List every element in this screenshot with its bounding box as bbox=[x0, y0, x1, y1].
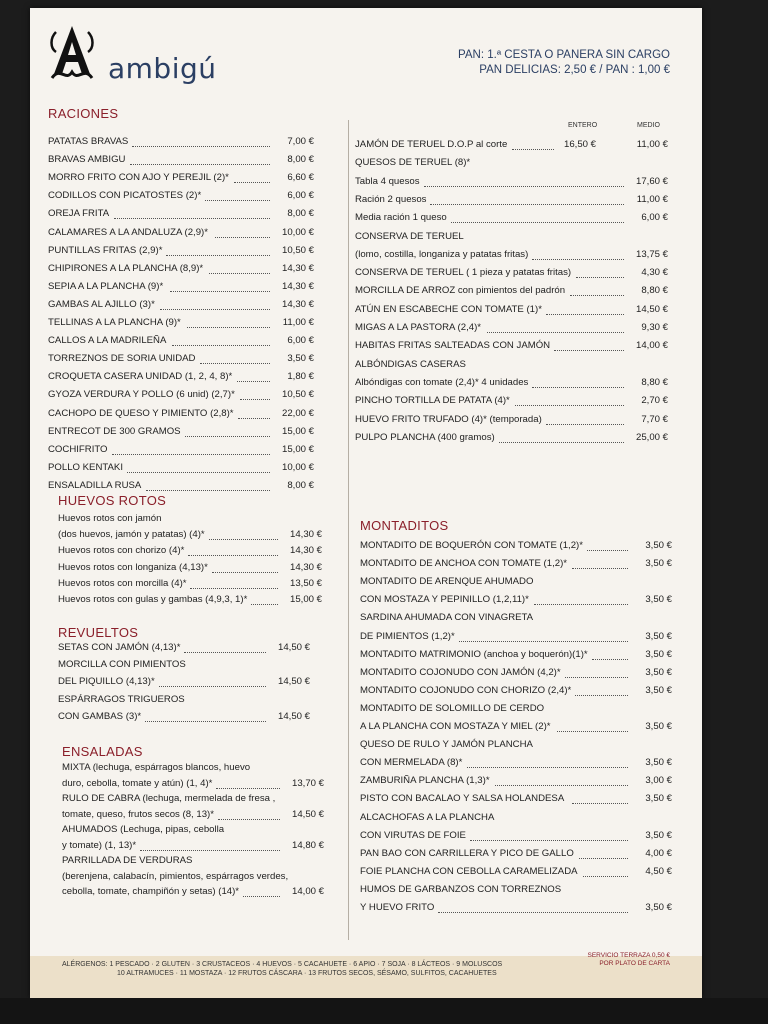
right-item-name: MORCILLA DE ARROZ con pimientos del padrón bbox=[355, 285, 566, 297]
raciones-dots bbox=[166, 254, 270, 256]
huevos-item-price: 15,00 € bbox=[289, 594, 322, 605]
huevos-dots bbox=[190, 587, 278, 589]
montaditos-item-pre: HUMOS DE GARBANZOS CON TORREZNOS bbox=[360, 883, 562, 895]
revueltos-item-price: 14,50 € bbox=[277, 710, 310, 722]
right-item-name: HUEVO FRITO TRUFADO (4)* (temporada) bbox=[355, 413, 542, 425]
montaditos-item-name: FOIE PLANCHA CON CEBOLLA CARAMELIZADA bbox=[360, 865, 578, 877]
montaditos-dots bbox=[470, 839, 628, 841]
montaditos-item-name: Y HUEVO FRITO bbox=[360, 902, 435, 913]
huevos-dots bbox=[209, 538, 278, 540]
raciones-dots bbox=[114, 217, 270, 219]
raciones-item-price: 15,00 € bbox=[281, 443, 314, 455]
raciones-dots bbox=[205, 199, 270, 201]
montaditos-item-name: MONTADITO COJONUDO CON CHORIZO (2,4)* bbox=[360, 684, 572, 696]
huevos-item-name: (dos huevos, jamón y patatas) (4)* bbox=[58, 529, 205, 541]
right-dots bbox=[512, 148, 554, 150]
huevos-item-price: 14,30 € bbox=[289, 561, 322, 573]
raciones-dots bbox=[127, 471, 270, 473]
raciones-item-price: 22,00 € bbox=[281, 407, 314, 419]
montaditos-item-name: PISTO CON BACALAO Y SALSA HOLANDESA bbox=[360, 793, 565, 805]
table-surface bbox=[0, 998, 768, 1024]
right-item-price: 11,00 € bbox=[636, 139, 668, 150]
revueltos-title: REVUELTOS bbox=[58, 625, 139, 640]
montaditos-item-name: CON MERMELADA (8)* bbox=[360, 757, 463, 769]
right-item-price: 4,30 € bbox=[641, 267, 668, 279]
ensaladas-item-pre: (berenjena, calabacín, pimientos, espárragos verdes, bbox=[62, 870, 289, 882]
raciones-item-price: 7,00 € bbox=[287, 136, 314, 147]
right-item-name: CONSERVA DE TERUEL bbox=[355, 230, 464, 242]
montaditos-item-price: 3,50 € bbox=[645, 793, 672, 805]
montaditos-title: MONTADITOS bbox=[360, 518, 449, 533]
right-item-name: Tabla 4 quesos bbox=[355, 175, 420, 187]
right-dots bbox=[487, 331, 624, 333]
montaditos-item-price: 3,50 € bbox=[645, 540, 672, 551]
right-item-price: 6,00 € bbox=[641, 212, 668, 224]
raciones-item-price: 11,00 € bbox=[282, 317, 314, 328]
montaditos-item-price: 3,00 € bbox=[645, 775, 672, 787]
montaditos-item-pre: QUESO DE RULO Y JAMÓN PLANCHA bbox=[360, 739, 533, 751]
montaditos-item-pre: MONTADITO DE ARENQUE AHUMADO bbox=[360, 576, 534, 588]
raciones-item-name: MORRO FRITO CON AJO Y PEREJIL (2)* bbox=[48, 172, 229, 184]
montaditos-dots bbox=[587, 549, 628, 551]
ensaladas-dots bbox=[216, 787, 280, 789]
right-item-name: HABITAS FRITAS SALTEADAS CON JAMÓN bbox=[355, 340, 551, 352]
raciones-dots bbox=[112, 453, 270, 455]
montaditos-item-price: 3,50 € bbox=[645, 829, 672, 841]
raciones-item-name: COCHIFRITO bbox=[48, 443, 108, 455]
montaditos-dots bbox=[583, 875, 628, 877]
raciones-item-name: TELLINAS A LA PLANCHA (9)* bbox=[48, 317, 181, 328]
raciones-item-price: 6,00 € bbox=[287, 190, 314, 202]
raciones-title: RACIONES bbox=[48, 106, 119, 121]
montaditos-item-name: DE PIMIENTOS (1,2)* bbox=[360, 630, 455, 642]
ensaladas-item-price: 14,00 € bbox=[291, 886, 324, 897]
allergen-line-2: 10 ALTRAMUCES · 11 MOSTAZA · 12 FRUTOS CÁSCARA · 13 FRUTOS SECOS, SÉSAMO, SULFITOS, CACAHUETES bbox=[117, 970, 497, 977]
montaditos-item-price: 4,50 € bbox=[645, 865, 672, 877]
bread-line-2: PAN DELICIAS: 2,50 € / PAN : 1,00 € bbox=[479, 64, 670, 76]
raciones-dots bbox=[209, 272, 270, 274]
right-item-price: 7,70 € bbox=[641, 413, 668, 425]
ensaladas-dots bbox=[140, 849, 280, 851]
raciones-dots bbox=[146, 489, 270, 491]
right-item-price: 25,00 € bbox=[635, 431, 668, 443]
right-item-name: JAMÓN DE TERUEL D.O.P al corte bbox=[355, 139, 508, 150]
revueltos-dots bbox=[159, 685, 266, 687]
right-dots bbox=[424, 185, 624, 187]
ensaladas-item-name: cebolla, tomate, champiñón y setas) (14)* bbox=[62, 886, 240, 897]
ensaladas-dots bbox=[218, 818, 280, 820]
ensaladas-dots bbox=[243, 895, 280, 897]
raciones-item-name: SEPIA A LA PLANCHA (9)* bbox=[48, 280, 164, 292]
right-item-price: 9,30 € bbox=[641, 322, 668, 333]
huevos-item-price: 13,50 € bbox=[289, 577, 322, 589]
raciones-dots bbox=[160, 308, 270, 310]
montaditos-item-pre: MONTADITO DE SOLOMILLO DE CERDO bbox=[360, 702, 545, 714]
service-line-1: SERVICIO TERRAZA 0,50 € bbox=[587, 952, 670, 959]
montaditos-item-price: 3,50 € bbox=[645, 721, 672, 732]
right-item-name: (lomo, costilla, longaniza y patatas fritas) bbox=[355, 248, 529, 260]
montaditos-item-pre: SARDINA AHUMADA CON VINAGRETA bbox=[360, 612, 534, 624]
right-item-name: MIGAS A LA PASTORA (2,4)* bbox=[355, 322, 482, 333]
raciones-item-price: 8,00 € bbox=[287, 154, 314, 166]
right-dots bbox=[451, 221, 624, 223]
raciones-item-price: 8,00 € bbox=[287, 208, 314, 220]
raciones-dots bbox=[237, 380, 270, 382]
raciones-item-price: 10,50 € bbox=[281, 244, 314, 256]
right-dots bbox=[554, 349, 624, 351]
montaditos-item-price: 3,50 € bbox=[645, 648, 672, 660]
column-divider bbox=[348, 120, 349, 940]
raciones-item-name: TORREZNOS DE SORIA UNIDAD bbox=[48, 353, 196, 365]
huevos-item-name: Huevos rotos con longaniza (4,13)* bbox=[58, 561, 208, 573]
raciones-item-name: GYOZA VERDURA Y POLLO (6 unid) (2,7)* bbox=[48, 389, 235, 401]
raciones-item-name: OREJA FRITA bbox=[48, 208, 110, 220]
allergen-line-1: ALÉRGENOS: 1 PESCADO · 2 GLUTEN · 3 CRUSTACEOS · 4 HUEVOS · 5 CACAHUETE · 6 APIO · 7 SOJA · 8 LÁCTEOS · 9 MOLUSCOS bbox=[62, 961, 503, 968]
right-item-name: ALBÓNDIGAS CASERAS bbox=[355, 358, 466, 370]
right-dots bbox=[515, 404, 624, 406]
ensaladas-item-price: 13,70 € bbox=[291, 777, 324, 789]
right-item-name: Ración 2 quesos bbox=[355, 193, 427, 205]
montaditos-item-price: 4,00 € bbox=[645, 847, 672, 859]
raciones-item-price: 14,30 € bbox=[281, 298, 314, 310]
header-entero: ENTERO bbox=[568, 122, 598, 129]
raciones-item-price: 10,50 € bbox=[281, 389, 314, 401]
raciones-item-name: BRAVAS AMBIGU bbox=[48, 154, 126, 166]
ambigu-logo-icon bbox=[46, 22, 98, 82]
raciones-item-name: POLLO KENTAKI bbox=[48, 461, 123, 473]
montaditos-dots bbox=[557, 730, 628, 732]
raciones-item-name: CACHOPO DE QUESO Y PIMIENTO (2,8)* bbox=[48, 407, 234, 419]
raciones-item-name: PATATAS BRAVAS bbox=[48, 136, 129, 147]
raciones-item-price: 1,80 € bbox=[287, 371, 314, 383]
right-dots bbox=[546, 423, 624, 425]
raciones-dots bbox=[238, 417, 270, 419]
huevos-item-name: Huevos rotos con morcilla (4)* bbox=[58, 577, 187, 589]
montaditos-item-price: 3,50 € bbox=[645, 558, 672, 570]
montaditos-item-name: ZAMBURIÑA PLANCHA (1,3)* bbox=[360, 775, 490, 787]
ensaladas-item-name: y tomate) (1, 13)* bbox=[62, 839, 137, 851]
montaditos-item-price: 3,50 € bbox=[645, 594, 672, 606]
raciones-item-price: 8,00 € bbox=[287, 479, 314, 491]
ensaladas-item-name: tomate, queso, frutos secos (8, 13)* bbox=[62, 808, 214, 820]
huevos-title: HUEVOS ROTOS bbox=[58, 493, 167, 508]
revueltos-item-pre: MORCILLA CON PIMIENTOS bbox=[58, 659, 186, 671]
montaditos-dots bbox=[575, 694, 628, 696]
right-item-price: 17,60 € bbox=[635, 175, 668, 187]
huevos-dots bbox=[251, 603, 278, 605]
montaditos-dots bbox=[592, 658, 628, 660]
raciones-dots bbox=[234, 181, 270, 183]
header-medio: MEDIO bbox=[637, 122, 660, 129]
montaditos-item-price: 3,50 € bbox=[645, 902, 672, 913]
bread-line-1: PAN: 1.ª CESTA O PANERA SIN CARGO bbox=[458, 49, 670, 61]
huevos-item-pre: Huevos rotos con jamón bbox=[58, 513, 162, 524]
raciones-dots bbox=[132, 145, 270, 147]
montaditos-item-price: 3,50 € bbox=[645, 666, 672, 678]
right-item-name: Media ración 1 queso bbox=[355, 212, 447, 224]
raciones-dots bbox=[185, 435, 270, 437]
right-item-price: 11,00 € bbox=[636, 193, 668, 205]
huevos-dots bbox=[188, 554, 278, 556]
montaditos-item-price: 3,50 € bbox=[645, 630, 672, 642]
right-item-price: 8,80 € bbox=[641, 376, 668, 388]
raciones-item-price: 14,30 € bbox=[281, 262, 314, 274]
raciones-dots bbox=[187, 326, 270, 328]
raciones-item-name: ENSALADILLA RUSA bbox=[48, 479, 142, 491]
bread-info bbox=[458, 48, 670, 78]
right-item-price: 8,80 € bbox=[641, 285, 668, 297]
revueltos-dots bbox=[184, 651, 266, 653]
montaditos-item-price: 3,50 € bbox=[645, 684, 672, 696]
revueltos-item-pre: ESPÁRRAGOS TRIGUEROS bbox=[58, 693, 185, 705]
montaditos-dots bbox=[459, 640, 628, 642]
revueltos-dots bbox=[145, 720, 266, 722]
montaditos-dots bbox=[467, 766, 628, 768]
right-dots bbox=[570, 294, 624, 296]
service-line-2: POR PLATO DE CARTA bbox=[599, 960, 670, 967]
raciones-item-name: PUNTILLAS FRITAS (2,9)* bbox=[48, 244, 163, 256]
right-item-price: 14,00 € bbox=[635, 340, 668, 352]
right-dots bbox=[576, 276, 624, 278]
raciones-item-name: GAMBAS AL AJILLO (3)* bbox=[48, 298, 155, 310]
montaditos-item-name: MONTADITO MATRIMONIO (anchoa y boquerón)(1)* bbox=[360, 648, 588, 660]
right-dots bbox=[499, 441, 624, 443]
brand-name: ambigú bbox=[108, 52, 217, 85]
montaditos-item-price: 3,50 € bbox=[645, 757, 672, 769]
allergen-legend bbox=[62, 960, 502, 978]
huevos-item-name: Huevos rotos con chorizo (4)* bbox=[58, 545, 185, 557]
raciones-item-price: 10,00 € bbox=[281, 226, 314, 238]
montaditos-item-pre: ALCACHOFAS A LA PLANCHA bbox=[360, 811, 495, 823]
right-dots bbox=[532, 386, 624, 388]
raciones-item-name: ENTRECOT DE 300 GRAMOS bbox=[48, 425, 181, 437]
raciones-item-price: 10,00 € bbox=[281, 461, 314, 473]
right-item-price: 13,75 € bbox=[635, 248, 668, 260]
right-item-price: 2,70 € bbox=[641, 395, 668, 407]
montaditos-item-name: CON MOSTAZA Y PEPINILLO (1,2,11)* bbox=[360, 594, 529, 606]
raciones-item-name: CALLOS A LA MADRILEÑA bbox=[48, 335, 167, 347]
right-item-name: QUESOS DE TERUEL (8)* bbox=[355, 157, 471, 169]
huevos-item-price: 14,30 € bbox=[289, 529, 322, 541]
ensaladas-item-pre: RULO DE CABRA (lechuga, mermelada de fresa , bbox=[62, 793, 276, 804]
montaditos-dots bbox=[534, 603, 628, 605]
right-item-name: PINCHO TORTILLA DE PATATA (4)* bbox=[355, 395, 510, 407]
montaditos-dots bbox=[438, 911, 628, 913]
right-item-name: Albóndigas con tomate (2,4)* 4 unidades bbox=[355, 376, 529, 388]
montaditos-item-name: A LA PLANCHA CON MOSTAZA Y MIEL (2)* bbox=[360, 721, 551, 732]
montaditos-dots bbox=[565, 676, 628, 678]
raciones-dots bbox=[200, 362, 270, 364]
raciones-dots bbox=[130, 163, 270, 165]
raciones-dots bbox=[172, 344, 270, 346]
revueltos-item-name: SETAS CON JAMÓN (4,13)* bbox=[58, 642, 181, 653]
raciones-item-name: CROQUETA CASERA UNIDAD (1, 2, 4, 8)* bbox=[48, 371, 233, 383]
right-item-name: CONSERVA DE TERUEL ( 1 pieza y patatas fritas) bbox=[355, 267, 572, 279]
montaditos-dots bbox=[572, 567, 628, 569]
right-item-name: PULPO PLANCHA (400 gramos) bbox=[355, 431, 495, 443]
menu-paper bbox=[30, 8, 702, 998]
montaditos-item-name: PAN BAO CON CARRILLERA Y PICO DE GALLO bbox=[360, 847, 574, 859]
revueltos-item-name: DEL PIQUILLO (4,13)* bbox=[58, 676, 155, 688]
ensaladas-title: ENSALADAS bbox=[62, 744, 143, 759]
ensaladas-item-pre: AHUMADOS (Lechuga, pipas, cebolla bbox=[62, 824, 225, 835]
montaditos-dots bbox=[572, 802, 628, 804]
raciones-dots bbox=[240, 398, 270, 400]
raciones-item-name: CALAMARES A LA ANDALUZA (2,9)* bbox=[48, 226, 208, 238]
huevos-item-name: Huevos rotos con gulas y gambas (4,9,3, 1)* bbox=[58, 594, 248, 605]
montaditos-item-name: CON VIRUTAS DE FOIE bbox=[360, 829, 466, 841]
ensaladas-item-pre: PARRILLADA DE VERDURAS bbox=[62, 855, 193, 866]
revueltos-item-name: CON GAMBAS (3)* bbox=[58, 710, 142, 722]
right-dots bbox=[546, 313, 624, 315]
ensaladas-item-name: duro, cebolla, tomate y atún) (1, 4)* bbox=[62, 777, 213, 789]
raciones-item-name: CODILLOS CON PICATOSTES (2)* bbox=[48, 190, 202, 202]
montaditos-item-name: MONTADITO DE ANCHOA CON TOMATE (1,2)* bbox=[360, 558, 568, 570]
ensaladas-item-pre: MIXTA (lechuga, espárragos blancos, huevo bbox=[62, 762, 251, 773]
revueltos-item-price: 14,50 € bbox=[277, 676, 310, 688]
montaditos-item-name: MONTADITO DE BOQUERÓN CON TOMATE (1,2)* bbox=[360, 540, 583, 551]
right-dots bbox=[532, 258, 624, 260]
raciones-item-price: 14,30 € bbox=[281, 280, 314, 292]
right-item-name: ATÚN EN ESCABECHE CON TOMATE (1)* bbox=[355, 303, 542, 315]
revueltos-item-price: 14,50 € bbox=[277, 642, 310, 653]
raciones-item-price: 3,50 € bbox=[287, 353, 314, 365]
huevos-dots bbox=[212, 571, 278, 573]
montaditos-item-name: MONTADITO COJONUDO CON JAMÓN (4,2)* bbox=[360, 666, 561, 678]
right-dots bbox=[430, 203, 624, 205]
raciones-item-price: 15,00 € bbox=[281, 425, 314, 437]
raciones-item-price: 6,60 € bbox=[287, 172, 314, 184]
service-charge-note bbox=[588, 952, 671, 968]
right-item-price: 14,50 € bbox=[635, 303, 668, 315]
raciones-dots bbox=[170, 290, 270, 292]
raciones-item-price: 6,00 € bbox=[287, 335, 314, 347]
right-item-price-entero: 16,50 € bbox=[563, 139, 596, 150]
ensaladas-item-price: 14,50 € bbox=[291, 808, 324, 820]
ensaladas-item-price: 14,80 € bbox=[291, 839, 324, 851]
huevos-item-price: 14,30 € bbox=[289, 545, 322, 557]
montaditos-dots bbox=[579, 857, 628, 859]
montaditos-dots bbox=[495, 784, 628, 786]
raciones-dots bbox=[215, 236, 270, 238]
raciones-item-name: CHIPIRONES A LA PLANCHA (8,9)* bbox=[48, 262, 204, 274]
